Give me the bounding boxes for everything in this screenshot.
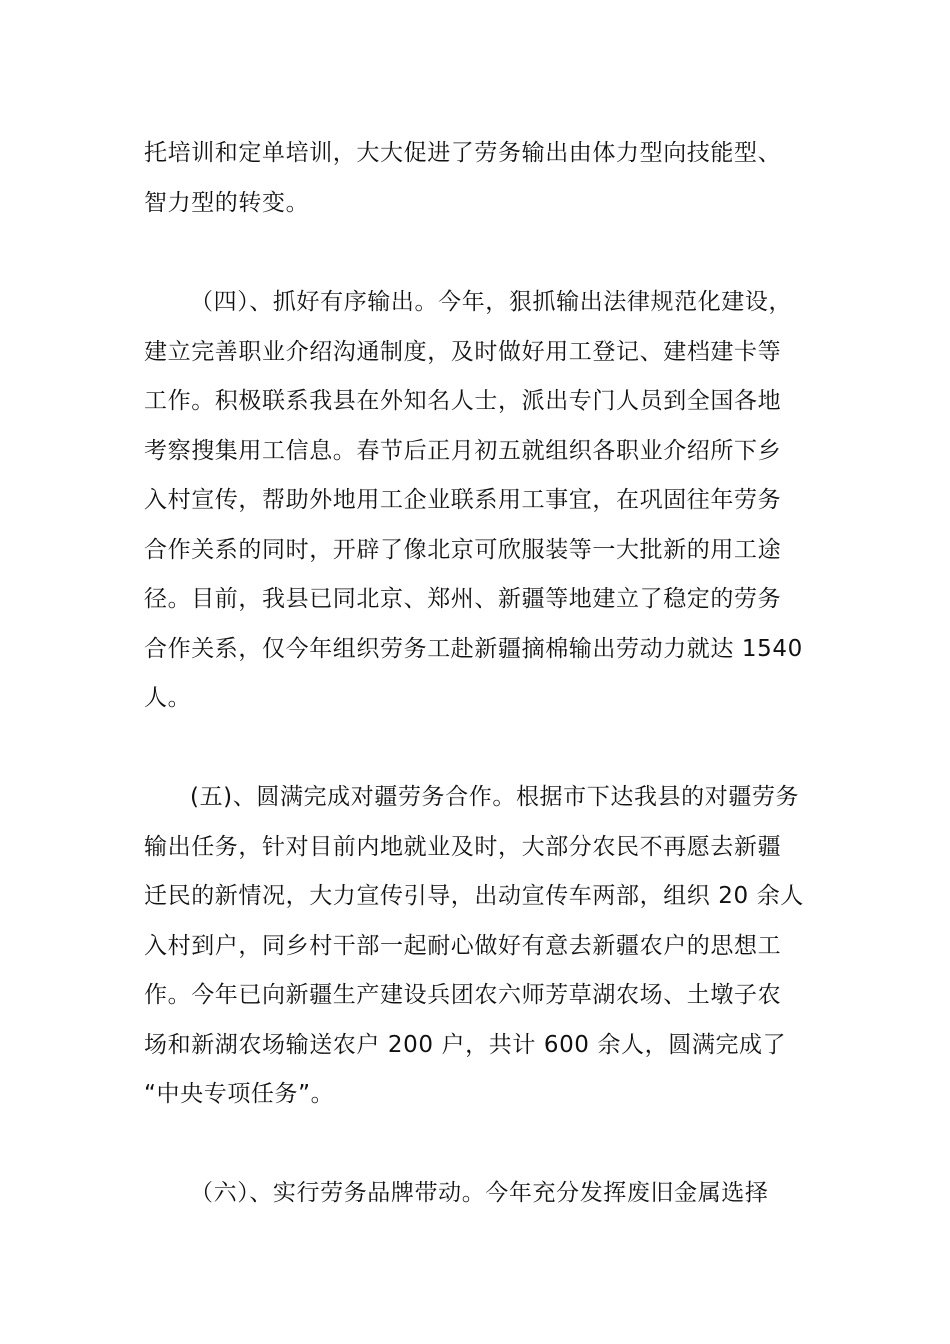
text-line: 工作。积极联系我县在外知名人士，派出专门人员到全国各地	[144, 388, 782, 414]
text-line: (五)、圆满完成对疆劳务合作。根据市下达我县的对疆劳务	[190, 784, 800, 810]
text-line: 场和新湖农场输送农户 200 户，共计 600 余人，圆满完成了	[144, 1032, 787, 1058]
text-line: 入村到户，同乡村干部一起耐心做好有意去新疆农户的思想工	[144, 933, 782, 959]
text-line: 输出任务，针对目前内地就业及时，大部分农民不再愿去新疆	[144, 834, 782, 860]
text-line: 托培训和定单培训，大大促进了劳务输出由体力型向技能型、	[144, 140, 782, 166]
text-line: 人。	[144, 685, 192, 711]
text-line: 入村宣传，帮助外地用工企业联系用工事宜，在巩固往年劳务	[144, 487, 782, 513]
text-line: 径。目前，我县已同北京、郑州、新疆等地建立了稳定的劳务	[144, 586, 782, 612]
text-line: （六）、实行劳务品牌带动。今年充分发挥废旧金属选择	[190, 1180, 769, 1206]
text-line: 作。今年已向新疆生产建设兵团农六师芳草湖农场、土墩子农	[144, 982, 782, 1008]
text-line: 考察搜集用工信息。春节后正月初五就组织各职业介绍所下乡	[144, 438, 782, 464]
text-line: 合作关系的同时，开辟了像北京可欣服装等一大批新的用工途	[144, 537, 782, 563]
text-line: “中央专项任务”。	[144, 1081, 335, 1107]
text-line: （四）、抓好有序输出。今年，狠抓输出法律规范化建设，	[190, 289, 793, 315]
text-line: 建立完善职业介绍沟通制度，及时做好用工登记、建档建卡等	[144, 339, 782, 365]
text-line: 智力型的转变。	[144, 190, 310, 216]
text-line: 迁民的新情况，大力宣传引导，出动宣传车两部，组织 20 余人	[144, 883, 804, 909]
text-line: 合作关系，仅今年组织劳务工赴新疆摘棉输出劳动力就达 1540	[144, 636, 803, 662]
